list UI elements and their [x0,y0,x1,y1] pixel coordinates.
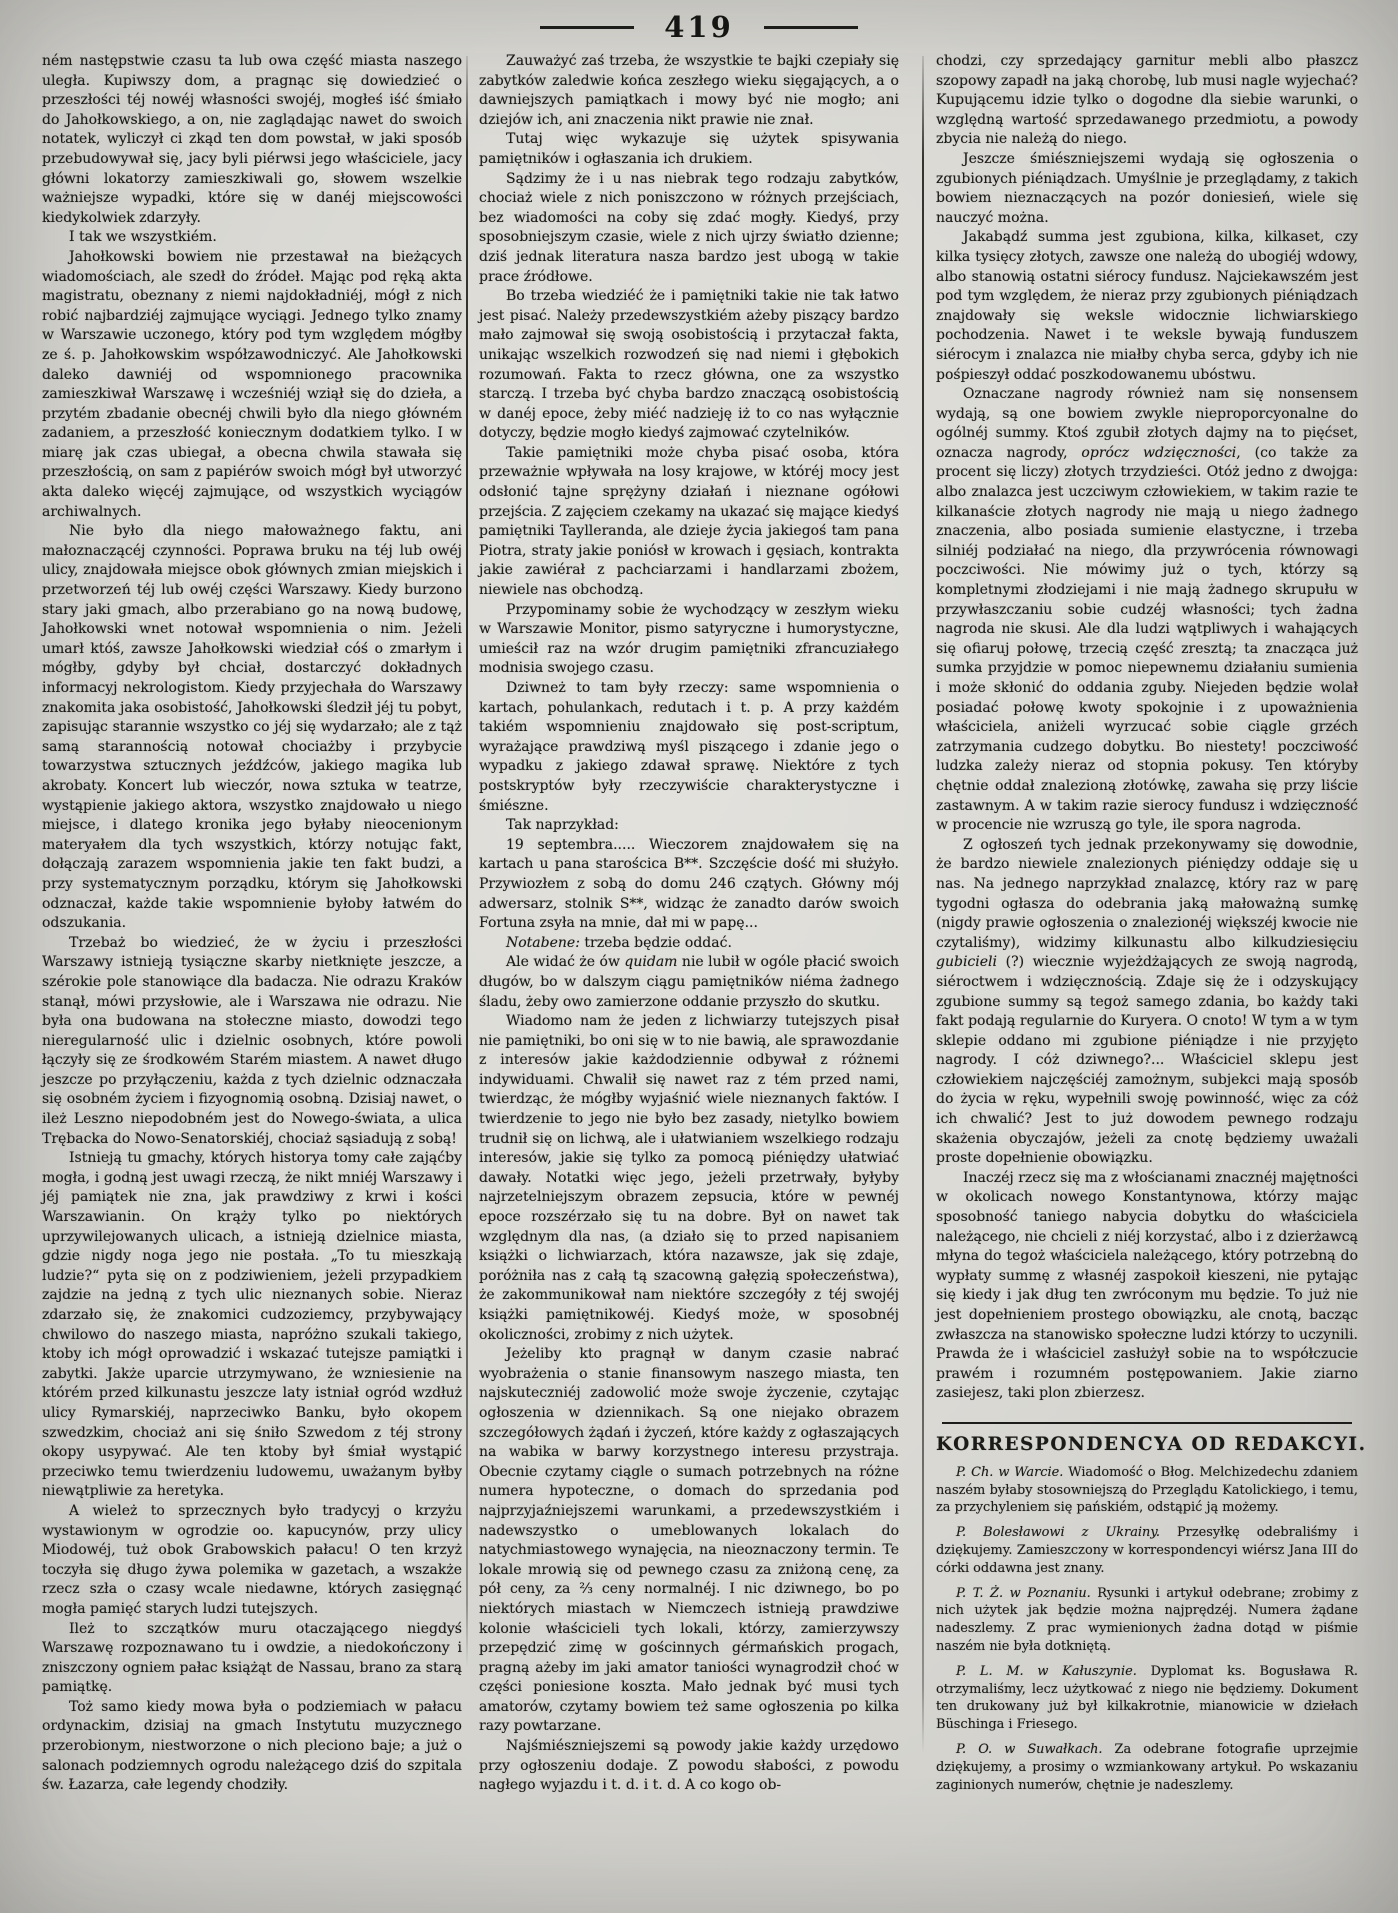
column-2 [479,52,899,1796]
paragraph: Ileż to szczątków muru otaczającego niegdyś Warszawę rozpoznawano tu i owdzie, a niedokończony i zniszczony ogniem pałac książąt de Nassau, brano za starą pamiątkę. [42,1620,462,1696]
correspondence-item: P. Bolesławowi z Ukrainy. Przesyłkę odebraliśmy i dziękujemy. Zamieszczony w korrespondencyi wiérsz Jana III do córki oddawna jest znany. [936,1525,1358,1576]
paragraph: Jeżeliby kto pragnął w danym czasie nabrać wyobrażenia o stanie finansowym naszego miasta, ten najskuteczniéj zadowolić może swoje życzenie, czytając ogłoszenia w dziennikach. Są one niejako obrazem szczegółowych żądań i życzeń, które każdy z ogłaszających na wabika w barwy korzystnego interesu przystraja. Obecnie czytamy ciągle o sumach potrzebnych na różne numera hypoteczne, o domach do sprzedania pod najprzyjaźniejszemi warunkami, a przedewszystkiém i nadewszystko o umeblowanych lokalach do natychmiastowego wynajęcia, na nieoznaczony termin. Te lokale mrowią się od pewnego czasu za zniżoną cenę, za pół ceny, za ⅔ ceny normalnéj. I nic dziwnego, bo po niektórych miastach w Niemczech istnieją prawdziwe kolonie właścicieli tych lokali, którzy, zamierzywszy przepędzić zimę w gościnnych gérmańskich progach, pragną ażeby im jaki amator taniości wynagrodził choć w części poniesione koszta. Mało jednak być musi tych amatorów, czytamy bowiem też same ogłoszenia po kilka razy powtarzane. [479,1346,899,1735]
paragraph: Istnieją tu gmachy, których historya tomy całe zająćby mogła, i godną jest uwagi rzeczą, że nikt mniéj Warszawy i jéj pamiątek nie zna, jak prawdziwy z krwi i kości Warszawianin. On krąży tylko po niektórych uprzywilejowanych ulicach, a istnieją dzielnice miasta, gdzie nigdy noga jego nie postała. „To tu mieszkają ludzie?“ pyta się on z podziwieniem, jeżeli przypadkiem zajdzie na jedną z tych ulic nieznanych sobie. Nieraz zdarzało się, że znakomici cudzoziemcy, przybywający chwilowo do naszego miasta, napróżno szukali takiego, ktoby ich mógł oprowadzić i wskazać tutejsze pamiątki i zabytki. Jakże uparcie utrzymywano, że wzniesienie na którém przed kilkunastu jeszcze laty istniał ogród wzdłuż ulicy Rymarskiéj, naprzeciwko Banku, było okopem szwedzkim, chociaż ani się śniło Szwedom z téj strony okopy usypywać. Ale ten ktoby był śmiał wystąpić przeciwko temu twierdzeniu ludowemu, uważanym byłby niewątpliwie za heretyka. [42,1150,462,1500]
column-3 [936,52,1367,1794]
paragraph: Przypominamy sobie że wychodzący w zeszłym wieku w Warszawie Monitor, pismo satyryczne i humorystyczne, umieścił raz na wzór drugim pamiętniki zfrancuziałego modnisia swojego czasu. [479,601,899,677]
paragraph: Oznaczane nagrody również nam się nonsensem wydają, są one bowiem zwykle nieproporcyonalne do ogólnéj summy. Ktoś zgubił złotych dajmy na to pięćset, oznacza nagrody, oprócz wdzięczności, (co także za procent się liczy) złotych trzydzieści. Otóż jedno z dwojga: albo znalazca jest uczciwym człowiekiem, w takim razie te kilkanaście złotych nagrody nie mają u niego żadnego znaczenia, albo posiada sumienie elastyczne, i trzeba silniéj podziałać na niego, dla przywrócenia równowagi poczciwości. Nie mówimy już o tych, którzy są kompletnymi złodziejami i nie mają żadnego skrupułu w przywłaszczaniu sobie cudzéj własności; tych żadna nagroda nie skusi. Ale dla ludzi wątpliwych i wahających się ofiaruj połowę, trzecią część zresztą; ta znacząca już sumka przyjdzie w pomoc niepewnemu działaniu sumienia i może skłonić do oddania zguby. Niejeden będzie wolał posiadać połowę kwoty spokojnie i z upoważnienia właściciela, aniżeli wyrzucać sobie ciągle grzéch zatrzymania cudzego dobytku. Bo niestety! poczciwość ludzka zależy nieraz od stopnia pokusy. Ten któryby chętnie oddał znalezioną złotówkę, zawaha się przy liście zastawnym. A w takim razie sierocy fundusz i wdzięczność w procencie nie wzruszą go tyle, ile spora nagroda. [936,386,1358,834]
paragraph: Najśmiészniejszemi są powody jakie każdy urzędowo przy ogłoszeniu dodaje. Z powodu słabości, z powodu nagłego wyjazdu i t. d. i t. d. A co kogo ob- [479,1738,899,1794]
paragraph: ném następstwie czasu ta lub owa część miasta naszego uległa. Kupiwszy dom, a pragnąc się dowiedzieć o przeszłości téj nowéj własności swojéj, mogłeś iść śmiało do Jahołkowskiego, a on, nie zaglądając nawet do swoich notatek, wyliczył ci zkąd ten dom powstał, w jaki sposób przebudowywał się, jacy byli piérwsi jego właściciele, jacy główni lokatorzy zamieszkiwali go, słowem wszelkie ważniejsze wypadki, które się w danéj miejscowości kiedykolwiek zdarzyły. [42,53,462,226]
section-divider-rule [942,1422,1351,1424]
correspondence-title: KORRESPONDENCYA OD REDAKCYI. [936,1433,1367,1455]
paragraph: Takie pamiętniki może chyba pisać osoba, która przeważnie wpływała na losy krajowe, w któréj mocy jest odsłonić tajne sprężyny działań i nieznane ogółowi przejścia. Z zajęciem czekamy na ukazać się mające kiedyś pamiętniki Taylleranda, ale dzieje życia jakiegoś tam pana Piotra, straty jakie poniósł w krowach i gęsiach, kontrakta jakie zawiérał z pachciarzami i handlarzami zbożem, niewiele nas obchodzą. [479,444,899,599]
paragraph: Tak naprzykład: [506,817,619,834]
column-divider-rule-left [466,56,468,1668]
correspondence-item: P. T. Ż. w Poznaniu. Rysunki i artykuł odebrane; zrobimy z nich użytek jak będzie można najprędzéj. Numera żądane nadeszlemy. Z prac wymienionych żadna dotąd w piśmie naszém nie była dotkniętą. [936,1585,1358,1654]
paragraph: Toż samo kiedy mowa była o podziemiach w pałacu ordynackim, dzisiaj na gmach Instytutu muzycznego przerobionym, niestworzone o nich pleciono baje; a już o salonach podziemnych ogrodu należącego dziś do szpitala św. Łazarza, całe legendy chodziły. [42,1698,462,1794]
correspondence-section [936,1433,1367,1794]
paragraph: Zauważyć zaś trzeba, że wszystkie te bajki czepiały się zabytków zaledwie końca zeszłego wieku sięgających, a o dawniejszych pamiątkach i mowy być nie mogło; ani dziejów ich, ani znaczenia nikt prawie nie znał. [479,53,899,128]
column-1 [42,52,462,1796]
paragraph: I tak we wszystkiém. [69,229,217,246]
paragraph: Jakabądź summa jest zgubiona, kilka, kilkaset, czy kilka tysięcy złotych, zawsze one należą do ubogiéj wdowy, albo stanowią ostatni siérocy fundusz. Najciekawszém jest pod tym względem, że nieraz przy zgubionych piéniądzach znajdowały się weksle widocznie lichwiarskiego pochodzenia. Nawet i te weksle bywają funduszem siérocym i znalazca nie miałby chyba serca, gdyby ich nie pośpieszył oddać poszkodowanemu ubóstwu. [936,229,1358,383]
header-rule-right [764,26,858,29]
paragraph: Z ogłoszeń tych jednak przekonywamy się dowodnie, że bardzo niewiele znalezionych piéniędzy oddaje się u nas. Na jednego naprzykład znalazcę, który raz w parę tygodni ogłasza do odebrania jaką małoważną sumkę (nigdy prawie ogłoszenia o znalezionéj większéj kwocie nie czytaliśmy), widzimy kilkunastu albo kilkudziesięciu gubicieli (?) wiecznie wyjeżdżających ze swoją nagrodą, siéroctwem i wdzięcznością. Zdaje się że i odzyskujący zgubione summy są tegoż samego zdania, bo każdy taki fakt podają regularnie do Kuryera. O cnoto! W tym a w tym sklepie oddano mi zgubione piéniądze i nie przyjęto nagrody. I cóż dziwnego?... Właściciel sklepu jest człowiekiem najczęściéj zamożnym, subjekci mają sposób do życia w ręku, wypełnili swoję powinność, więc za cóż ich chwalić? Jest to już dowodem pewnego rodzaju skażenia obyczajów, jeżeli za cnotę będziemy uważali proste dopełnienie obowiązku. [936,836,1358,1167]
paragraph: Dziwneż to tam były rzeczy: same wspomnienia o kartach, pohulankach, redutach i t. p. A przy każdém takiém wspomnieniu znajdowało się post-scriptum, wyrażające prawdziwą myśl piszącego i zdanie jego o wypadku z jakiego zdawał sprawę. Niektóre z tych postskryptów były rzeczywiście charakterystyczne i śmiészne. [479,680,899,814]
correspondence-item: P. Ch. w Warcie. Wiadomość o Błog. Melchizedechu zdaniem naszém byłaby stosowniejszą do Przeglądu Katolickiego, i temu, za przychyleniem się pańskiém, odstąpić ją możemy. [936,1464,1358,1516]
paragraph: Tutaj więc wykazuje się użytek spisywania pamiętników i ogłaszania ich drukiem. [479,131,899,167]
correspondence-item: P. O. w Suwałkach. Za odebrane fotografie uprzejmie dziękujemy, a prosimy o wzmiankowany artykuł. Po wskazaniu zaginionych numerów, chętnie je nadeszlemy. [936,1741,1358,1793]
paragraph: Bo trzeba wiedziéć że i pamiętniki takie nie tak łatwo jest pisać. Należy przedewszystkiém ażeby piszący bardzo mało zajmował się swoją osobistością i przytaczał fakta, unikając wszelkich rozwodzeń się nad niemi i głębokich rozumowań. Fakta to rzecz główna, one za wszystko starczą. I trzeba być chyba bardzo znaczącą osobistością w danéj epoce, żeby miéć nadzieję iż to co nas wyłącznie dotyczy, będzie mogło kiedyś zajmować czytelników. [479,288,899,442]
paragraph: A wieleż to sprzecznych było tradycyj o krzyżu wystawionym w ogrodzie oo. kapucynów, przy ulicy Miodowéj, tuż obok Grabowskich pałacu! O ten krzyż toczyła się długo żywa polemika w gazetach, a wszakże rzecz szła o czasy wcale niedawne, których zasięgnąć mogła pamięć starych ludzi tutejszych. [42,1502,462,1617]
paragraph: Inaczéj rzecz się ma z włościanami znacznéj majętności w okolicach nowego Konstantynowa, którzy mając sposobność taniego nabycia dobytku do właściciela należącego, nie chcieli z niéj korzystać, albo i z dzierżawcą młyna do tegoż właściciela należącego, który potrzebną do wypłaty summę z własnéj zaspokoił kieszeni, nie pytając się kiedy i jak dług ten zwróconym mu będzie. To już nie jest dopełnieniem prostego obowiązku, ale cnotą, bacząc zwłaszcza na stanowisko społeczne ludzi którzy to uczynili. Prawda że i właściciel zasłużył sobie na to współczucie prawém i rozumném postępowaniem. Jakie ziarno zasiejesz, taki plon zbierzesz. [936,1169,1358,1402]
paragraph: Ale widać że ów quidam nie lubił w ogóle płacić swoich długów, bo w dalszym ciągu pamiętników niéma żadnego śladu, żeby owo zamierzone oddanie przyszło do skutku. [479,954,900,1010]
paragraph: Notabene: trzeba będzie oddać. [506,934,732,951]
paragraph: chodzi, czy sprzedający garnitur mebli albo płaszcz szopowy zapadł na jaką chorobę, lub musi nagle wyjechać? Kupującemu idzie tylko o dogodne dla siebie warunki, o względną wartość sprzedawanego przedmiotu, a powody zbycia nie należą do niego. [936,53,1358,148]
paragraph: Trzebaż bo wiedzieć, że w życiu i przeszłości Warszawy istnieją tysiączne skarby nietknięte jeszcze, a szérokie pole stanowiące dla badacza. Nie odrazu Kraków stanął, mówi przysłowie, ale i Warszawa nie odrazu. Nie była ona budowana na stołeczne miasto, dowodzi tego nieregularność ulic i dzielnic osobnych, które powoli łączyły się ze środkowém Starém miastem. A nawet długo jeszcze po przyłączeniu, każda z tych dzielnic odznaczała się osobném życiem i fizyognomią osobną. Dzisiaj nawet, o ileż Leszno niepodobném jest do Nowego-świata, a ulica Trębacka do Nowo-Senatorskiéj, chociaż sąsiadują z sobą! [42,934,462,1147]
page-header [0,10,1398,44]
paragraph: Sądzimy że i u nas niebrak tego rodzaju zabytków, chociaż wiele z nich poniszczono w różnych przejściach, bez wiadomości na coby się zdać mogły. Kiedyś, przy sposobniejszym czasie, wiele z nich ujrzy światło dzienne; dziś jednak literatura nasza bardzo jest ubogą w takie prace źródłowe. [479,170,899,285]
paragraph: Wiadomo nam że jeden z lichwiarzy tutejszych pisał nie pamiętniki, bo oni się w to nie bawią, ale sprawozdanie z interesów jakie każdodziennie odbywał z różnemi indywiduami. Chwalił się nawet raz z tém przed nami, twierdząc, że mógłby wyjaśnić wiele nieznanych faktów. I twierdzenie to jego nie było bez zasady, nietylko bowiem trudnił się on lichwą, ale i ułatwianiem wszelkiego rodzaju interesów, jakie się tylko za pomocą piéniędzy ułatwiać dawały. Notatki więc jego, jeżeli przetrwały, byłyby najrzetelniejszym obrazem zepsucia, które w pewnéj epoce rozszérzało się tu na dobre. Był on nawet tak względnym dla nas, (a działo się to przed napisaniem książki o lichwiarzach, która nazawsze, jak się zdaje, poróżniła nas z całą tą szacowną gałęzią społeczeństwa), że zakommunikował nam niektóre szczegóły z téj swojéj książki pamiętnikowéj. Kiedyś może, w sposobnéj okoliczności, zrobimy z nich użytek. [479,1013,899,1343]
page-number: 419 [664,10,734,44]
paragraph: Jeszcze śmiészniejszemi wydają się ogłoszenia o zgubionych piéniądzach. Umyślnie je przeglądamy, z takich bowiem nieznaczących na pozór doniesień, wiele się nauczyć można. [936,150,1358,226]
paragraph: Nie było dla niego małoważnego faktu, ani małoznaczącéj czynności. Poprawa bruku na téj lub owéj ulicy, znajdowała miejsce obok głównych zmian miejskich i przetworzeń téj lub owéj części Warszawy. Kiedy burzono stary jaki gmach, albo przerabiano go na nową budowę, Jahołkowski wnet notował wspomnienia o nim. Jeżeli umarł któś, zawsze Jahołkowski wiedział cóś o zmarłym i mógłby, gdyby był chciał, dostarczyć dokładnych informacyj nekrologistom. Kiedy przyjechała do Warszawy znakomita jaka osobistość, Jahołkowski śledził jéj tu pobyt, zapisując starannie wszystko co jéj się wydarzało; ale z tąż samą starannością notował chociażby i przybycie towarzystwa sztucznych jeźdźców, jakiego magika lub akrobaty. Koncert lub wieczór, nowa sztuka w teatrze, wystąpienie jakiego aktora, wszystko znajdowało u niego miejsce, i dlatego kronika jego byłaby nieocenionym materyałem dla tych wszystkich, którzy notując fakt, dołączają zarazem wspomnienia jakie ten fakt budzi, a przy systematycznym porządku, którym się Jahołkowski odznaczał, każde takie wspomnienie byłoby łatwém do odszukania. [42,523,462,932]
paragraph: Jahołkowski bowiem nie przestawał na bieżących wiadomościach, ale szedł do źródeł. Mając pod ręką akta magistratu, obeznany z niemi najdokładniéj, mógł z nich robić najbardziéj zajmujące wyciągi. Jednego tylko znamy w Warszawie uczonego, który pod tym względem mógłby ze ś. p. Jahołkowskim współzawodniczyć. Ale Jahołkowski daleko dawniéj od wspomnionego pracownika zamieszkiwał Warszawę i wcześniéj wziął się do dzieła, a przytém zbadanie obecnéj chwili było dla niego główném zadaniem, a przeszłość koniecznym dodatkiem tylko. I w miarę jak czas ubiegał, a obecna chwila stawała się przeszłością, on sam z papiérów swoich mógł był utworzyć akta daleko więcéj zajmujące, od wszystkich wyciągów archiwalnych. [42,248,462,520]
correspondence-item: P. L. M. w Kałuszynie. Dyplomat ks. Bogusława R. otrzymaliśmy, lecz użytkować z niego nie będziemy. Dokument ten drukowany już był kilkakrotnie, mianowicie w dziełach Büschinga i Friesego. [936,1663,1358,1733]
column-divider-rule-right [922,56,924,1754]
paragraph: 19 septembra..... Wieczorem znajdowałem się na kartach u pana starościca B**. Szczęście dość mi służyło. Przywiozłem z sobą do domu 246 czątych. Główny mój adwersarz, stolnik S**, widząc że zanadto darów swoich Fortuna zsyła na mnie, dał mi w papę... [479,836,899,932]
header-rule-left [540,26,634,29]
